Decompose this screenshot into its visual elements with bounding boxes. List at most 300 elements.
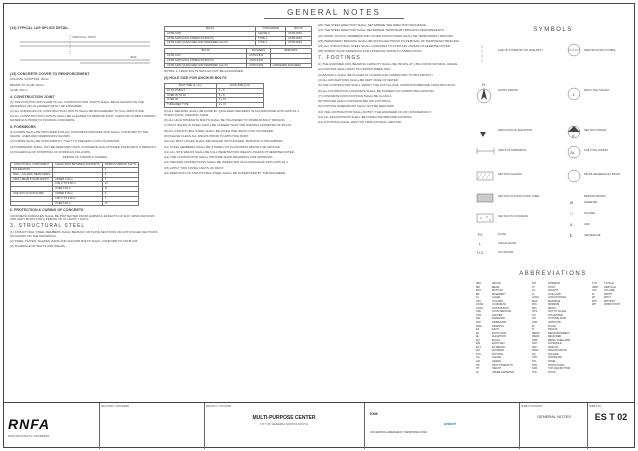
table-cell: ASTM A307 xyxy=(165,53,247,58)
abbreviation-entry: PLATE xyxy=(548,324,556,328)
abbreviations-title: ABBREVIATIONS xyxy=(519,271,587,277)
construction-joint-label: 4. CONSTRUCTION JOINT xyxy=(10,94,55,99)
tb-divider xyxy=(519,403,520,449)
abbreviation-entry: ABV xyxy=(476,282,482,285)
note-paragraph: (9) PLEASE CLEAN ALL WELDS PRIOR TO APPLYING PAINT. xyxy=(164,133,250,138)
notes-column-2 xyxy=(164,24,314,177)
abbreviation-entry: WORK POINT xyxy=(604,303,621,307)
abbreviation-entry: JT xyxy=(532,285,535,289)
note-paragraph: (10) ALL BOLT HOLES SHALL BE DRILLED OR PUNCHED. BURNING IS PROHIBITED. xyxy=(164,139,284,144)
abbreviation-entry: EQ xyxy=(476,338,480,342)
abbreviation-entry: SCHEDULE xyxy=(548,342,562,346)
table-header: MINIMUM PERIOD (DAYS) xyxy=(102,163,139,168)
partner-unicef: unicef xyxy=(444,421,456,426)
abbreviation-entry: ABOVE xyxy=(492,282,501,285)
tb-label: ARCHITECT / ENGINEER xyxy=(101,405,130,408)
note-paragraph: (3) ALL CONSTRUCTION JOINTS SHALL BE CLEANED TO REMOVE DUST, CHIPS OR OTHER FOREIGN MATERIALS PRIOR TO POURING CONCRETE. xyxy=(10,114,156,123)
abbreviation-entry: STEEL xyxy=(548,360,556,364)
and-glyph: & xyxy=(570,222,573,227)
table-cell: d + 8 xyxy=(216,93,263,98)
note-paragraph: (3) FORMWORK SHALL NOT BE REMOVED UNTIL CONCRETE HAS ATTAINED SUFFICIENT STRENGTH. xyxy=(10,144,157,149)
abbreviation-entry: FTG xyxy=(476,352,481,356)
note-paragraph: (9) FOOTING DIMENSIONS SHALL NOT BE REDUCED. xyxy=(318,104,395,109)
note-paragraph: (15) APPLY TWO FINISH COATS OF PAINT. xyxy=(164,165,224,170)
abbreviation-entry: EA xyxy=(476,328,480,332)
note-paragraph: (2) STEEL PLATES, SHAPES, BARS AND ANCHOR BOLTS SHALL CONFORM TO ASTM A36. xyxy=(10,239,139,244)
abbreviation-entry: W xyxy=(592,292,595,296)
cover-item: BEAMS TO SLAB: 25mm xyxy=(10,82,44,87)
abbreviation-entry: ELEVATION xyxy=(492,335,506,339)
abbreviation-entry: CONC xyxy=(476,303,484,307)
symbol-label: SECTION TARGET xyxy=(584,129,607,132)
abbreviation-entry: SQUARE xyxy=(548,352,559,356)
symbol-label: DIAMETER xyxy=(584,201,598,204)
abbreviation-entry: CENTER xyxy=(492,313,503,317)
abbreviation-entry: REQD xyxy=(532,335,540,339)
centerline-glyph: ℄ xyxy=(570,233,573,238)
symbol-label: SECTION IN STRUCTURAL STEEL xyxy=(498,195,540,198)
abbreviation-entry: EXT xyxy=(476,345,481,349)
note-paragraph: (5) THE CONTRACTOR SHALL VERIFY THE ACTUAL SOIL CONDITION BEFORE CONSTRUCTION. xyxy=(318,83,456,88)
note-paragraph: (6) ALL HIGH STRENGTH BOLTS SHALL BE TIGHTENED TO MINIMUM BOLT TENSION. xyxy=(164,118,286,123)
lap-label-vertical: VERTICAL JOINT xyxy=(72,35,97,40)
note-paragraph: (23) PERMANENT BRACING SHALL BE INSTALLED PRIOR TO REMOVAL OF TEMPORARY BRACING. xyxy=(318,38,460,43)
table-row xyxy=(11,201,139,206)
general-notes-title: GENERAL NOTES xyxy=(287,8,381,17)
abbreviation-entry: EQUAL xyxy=(492,338,501,342)
symbol-label: DETAIL REFERENCE TARGET xyxy=(584,173,621,176)
abbreviation-entry: RADIUS xyxy=(548,328,558,332)
abbreviation-entry: CONT xyxy=(476,306,484,310)
abbreviation-entry: SPECIFICATION xyxy=(548,349,567,353)
abbreviation-entry: VOLUME xyxy=(604,289,615,293)
abbreviation-entry: LL xyxy=(532,292,535,296)
note-paragraph: (11) ALL EXCAVATIONS SHALL BE INSPECTED BEFORE POURING. xyxy=(318,115,413,120)
table-cell: HARDENED WASHERS xyxy=(270,63,311,68)
abbreviation-entry: MTL xyxy=(532,306,537,310)
abbreviation-entry: VERT xyxy=(592,285,599,289)
abbreviation-entry: STR xyxy=(532,363,537,367)
abbreviation-entry: GA xyxy=(476,356,480,360)
hole-size-table xyxy=(164,83,264,108)
symbol-label: SECTION IN EARTH xyxy=(498,173,523,176)
abbreviation-entry: BEAM xyxy=(492,285,500,289)
table-cell: OVER 20 TO 30 xyxy=(165,93,217,98)
abbr-col-3-meaning xyxy=(604,282,620,307)
table-cell: ASTM F436 xyxy=(247,58,270,63)
abbreviation-entry: VERTICAL xyxy=(604,285,617,289)
hole-size-label: (4) HOLE SIZE FOR ANCHOR BOLTS xyxy=(164,76,227,81)
abbreviation-entry: TYPICAL xyxy=(604,282,615,285)
note-paragraph: (4) SCHEDULE OF STRIPPING OF FORMS AS FOLLOWS: xyxy=(10,150,91,155)
note-paragraph: (5) ALL WELDING SHALL BE DONE BY QUALIFIED WELDERS IN ACCORDANCE WITH AWS D1.1 STRUCTURAL WELDING CODE. xyxy=(164,108,299,117)
abbreviation-entry: HS xyxy=(476,363,480,367)
symbol-label: MAIN TITLE TARGET xyxy=(584,89,610,92)
abbreviation-entry: NOT TO SCALE xyxy=(548,310,567,314)
abbreviation-entry: OC xyxy=(532,313,536,317)
abbreviation-entry: LONG xyxy=(532,296,540,300)
note-paragraph: (16) ERECTION OF STRUCTURAL STEEL SHALL BE SUPERVISED BY THE ENGINEER. xyxy=(164,171,286,176)
abbreviation-entry: EACH xyxy=(492,328,499,332)
abbreviation-entry: HEIGHT xyxy=(492,367,502,371)
symbol-label: SUB TITLE TARGET xyxy=(584,149,609,152)
table-cell: ASTM A490 (QUENCHED AND TEMPERED ALLOY) xyxy=(165,63,247,68)
note-paragraph: (24) ALL STRUCTURAL STEEL SHALL CONFORM TO ASTM A36 UNLESS OTHERWISE NOTED. xyxy=(318,44,451,49)
abbreviation-entry: REINF xyxy=(532,331,540,335)
table-cell: FOUNDATION xyxy=(11,167,53,172)
abbreviation-entry: THK xyxy=(532,370,537,374)
project-location: CITY OF GENERAL SANTOS SOUTH xyxy=(260,422,308,426)
note-paragraph: (7) CONCRETE FOR FOOTINGS SHALL BE CLASS A. xyxy=(318,93,393,98)
abbreviation-entry: SIM xyxy=(532,345,537,349)
north-arrow-glyph: N xyxy=(482,82,485,87)
notes-column-3 xyxy=(318,24,468,127)
abbreviation-entry: WIDTH xyxy=(604,292,613,296)
sub-title-glyph: 2A xyxy=(570,151,575,155)
abbreviation-entry: INT xyxy=(532,282,537,285)
note-paragraph: CONCRETE SURFACES SHALL BE PROTECTED FROM HARMFUL EFFECTS OF SUN, WIND AND RAIN AND KEPT MOIST FOR A PERIOD OF AT LEAST 7 DAYS. xyxy=(10,213,155,222)
table-cell: d + 10 xyxy=(216,98,263,103)
abbreviation-entry: STD xyxy=(532,356,537,360)
table-cell: ASTM A325 (HIGH STRENGTH BOLTS) xyxy=(165,36,256,41)
symbol-label: LIMITS OF DIMENSION xyxy=(498,149,527,152)
firm-logo xyxy=(8,406,94,446)
logo-subtitle: RNFA ARCHITECTS / ENGINEERS xyxy=(8,435,50,438)
abbr-col-2 xyxy=(532,282,540,374)
note-paragraph: (13) THE CONTRACTOR SHALL PROVIDE SHOP DRAWINGS FOR APPROVAL. xyxy=(164,155,274,160)
abbreviation-entry: JOINT xyxy=(548,285,556,289)
table-cell xyxy=(11,201,53,206)
table-cell: 7 xyxy=(102,177,139,182)
abbreviation-entry: STANDARD xyxy=(548,356,562,360)
abbreviation-entry: DIA xyxy=(476,317,481,321)
symbol-label: INDICATION OF ELEVATION xyxy=(498,129,533,132)
table-cell: UNDER 3.00 m xyxy=(52,177,102,182)
lap-label-40db: 40db xyxy=(130,55,137,60)
abbreviation-entry: MAXIMUM xyxy=(548,299,561,303)
abbreviation-entry: DWG xyxy=(476,324,483,328)
abbreviation-entry: FOOTING xyxy=(492,352,504,356)
notes-column-1 xyxy=(10,24,160,251)
abbreviation-entry: W/ xyxy=(592,296,596,300)
note-paragraph: (25) SUBMIT SHOP DRAWINGS FOR APPROVAL PRIOR TO FABRICATION. xyxy=(318,49,423,54)
table-cell: WALL, COLUMN, BEAM SIDES xyxy=(11,172,53,177)
abbreviation-entry: TOP AND BOTTOM xyxy=(548,367,571,371)
table-cell: ASTM A563 xyxy=(286,41,312,46)
abbreviation-entry: REINF. STEEL BAR xyxy=(548,338,571,342)
table-cell: ONE WAY FLOOR SLABS xyxy=(11,191,53,196)
curing-label: 6. PROTECTION & CURING OF CONCRETE xyxy=(10,208,84,213)
note-paragraph: (1) THE ASSUMED SOIL BEARING CAPACITY SHALL BE 150 kPa AT 1.50m FROM NATURAL GRADE. xyxy=(318,62,459,67)
note-paragraph: (6) ALL FOUNDATION CONCRETE SHALL BE POURED ON COMPACTED GROUND. xyxy=(318,88,435,93)
table-cell: 2 xyxy=(102,167,139,172)
abbreviation-entry: CL xyxy=(476,296,480,300)
note-paragraph: (1) THE POSITION AND FORM OF ALL CONSTRUCTION JOINTS SHALL BE AS SHOWN ON THE DRAWINGS OR AS AGREED WITH THE ENGINEER. xyxy=(10,100,144,108)
note-paragraph: (1) FORMS SHALL BE PROVIDED FOR ALL CONCRETE EXPOSED AND SHALL CONFORM TO THE SHAPE, LINES AND DIMENSIONS SHOWN. xyxy=(10,130,149,139)
table-cell: 21 xyxy=(102,187,139,192)
abbr-col-2-meaning xyxy=(548,282,570,374)
note-paragraph: (3) SCHEDULE OF BOLTS AND WELDS. xyxy=(10,244,66,249)
table-cell: ASTM F844 xyxy=(247,53,270,58)
abbreviation-entry: GRADE xyxy=(492,360,501,364)
table-header: HOLE SIZE (mm) xyxy=(216,83,263,88)
abbreviation-entry: LG xyxy=(532,289,536,293)
abbreviation-entry: MIN xyxy=(532,303,537,307)
abbreviation-entry: COLUMN xyxy=(492,299,503,303)
abbreviation-entry: SQ xyxy=(532,352,536,356)
abbreviation-entry: CLEAR xyxy=(492,296,501,300)
note-paragraph: (12) FOOTINGS SHALL REST ON FIRM NATURAL GROUND. xyxy=(318,120,402,125)
abbreviation-entry: MINIMUM xyxy=(548,303,560,307)
symbol-label: ANGLE SHAPE xyxy=(498,242,517,245)
on-center-glyph: O.C. xyxy=(477,251,485,255)
abbreviation-entry: SCH xyxy=(532,342,538,346)
table-cell: d + 6 xyxy=(216,88,263,93)
abbreviation-entry: EACH FACE xyxy=(492,331,507,335)
table-cell: 4 xyxy=(102,191,139,196)
diameter-glyph: Ø xyxy=(570,200,574,205)
symbol-label: ON CENTER xyxy=(498,251,514,254)
abbreviation-entry: HIGH STRENGTH xyxy=(492,363,513,367)
structural-steel-label: 3. STRUCTURAL STEEL xyxy=(10,223,86,230)
abbreviation-entry: REINFORCEMENT xyxy=(548,331,570,335)
note-paragraph: (7) BOLT HOLES IN STEEL SHALL BE LARGER THAN THE NOMINAL DIAMETER OF BOLTS. xyxy=(164,123,293,128)
note-paragraph: (2) FORMS SHALL BE SUFFICIENTLY TIGHT TO PREVENT LOSS OF MORTAR. xyxy=(10,139,121,144)
abbreviation-entry: LIVE LOAD xyxy=(548,292,561,296)
abbreviation-entry: BASEMENT xyxy=(492,292,506,296)
table-cell: ASTM A490 (QUENCHED AND TEMPERED ALLOY) xyxy=(165,41,256,46)
cover-label: (15) CONCRETE COVER TO REINFORCEMENT xyxy=(10,72,90,77)
tb-label: SHEET NO. xyxy=(589,405,602,408)
note-paragraph: (4) ALL EXCAVATIONS SHALL BE KEPT FREE OF WATER. xyxy=(318,77,399,82)
abbreviation-entry: WITH xyxy=(604,296,611,300)
abbreviation-entry: R xyxy=(532,328,534,332)
table-cell: TYPE 1 xyxy=(256,41,286,46)
abbreviation-entry: WP xyxy=(592,303,597,307)
abbreviation-entry: CONCRETE xyxy=(492,303,507,307)
logo-text: RNFA xyxy=(8,416,51,432)
table-cell: THREADED TYPE xyxy=(165,103,217,108)
abbreviation-entry: OPP xyxy=(532,321,538,325)
table-cell: ASTM A563 xyxy=(286,31,312,36)
table-cell: OVER 30 xyxy=(165,98,217,103)
abbreviation-entry: EXTERIOR xyxy=(492,345,505,349)
table-header: TYPE/GRADE xyxy=(256,27,286,32)
table-cell: ARCH, BEAM & SLAB SOFFIT xyxy=(11,177,53,182)
square-glyph: □ xyxy=(570,211,573,216)
abbreviation-entry: CSK xyxy=(476,310,482,314)
abbreviation-entry: GAUGE xyxy=(492,356,502,360)
note-paragraph: (3) BACKFILL SHALL BE PLACED IN LAYERS AND COMPACTED TO 95% DENSITY. xyxy=(318,72,434,77)
abbreviation-entry: STRUCTURAL xyxy=(548,363,565,367)
abbreviation-entry: EL xyxy=(476,335,480,339)
abbreviation-entry: THICK xyxy=(548,370,556,374)
table-header: BOLT SIZE (d, mm) xyxy=(165,83,217,88)
abbreviation-entry: EF xyxy=(476,331,480,335)
abbreviation-entry: SPEC xyxy=(532,349,539,353)
abbreviation-entry: GR xyxy=(476,360,480,364)
sheet-number: ES T 02 xyxy=(594,412,628,422)
main-title-glyph: 1 xyxy=(572,92,575,97)
abbr-col-1 xyxy=(476,282,483,374)
lap-splice-label: (14) TYPICAL LAP SPLICE DETAIL. xyxy=(10,26,70,30)
symbol-label: LINE OF SYMMETRY OR SIMILARITY xyxy=(498,49,544,52)
table-cell: ASTM A325 (HIGH STRENGTH BOLTS) xyxy=(165,58,247,63)
table-cell: OVER 6.00 m xyxy=(52,201,102,206)
table-cell: 10 xyxy=(102,201,139,206)
symbols-title: SYMBOLS xyxy=(533,27,573,33)
table-cell: OVER 6.00 m xyxy=(52,187,102,192)
formwork-label: 5. FORMWORK xyxy=(10,125,36,130)
abbreviation-entry: FINISHED xyxy=(492,349,504,353)
note-paragraph: (12) ALL SITE WELDS SHALL BE FULL PENETRATION WELDS UNLESS OTHERWISE NOTED. xyxy=(164,149,295,154)
abbreviation-entry: METAL xyxy=(548,306,557,310)
abbr-col-1-meaning xyxy=(492,282,514,374)
title-underline xyxy=(264,18,404,19)
table-cell: 2 xyxy=(102,172,139,177)
abbreviation-entry: VOL xyxy=(592,289,598,293)
table-cell: ASTM F436 xyxy=(247,63,270,68)
abbreviation-entry: REQUIRED xyxy=(548,335,562,339)
abbreviation-entry: DIMENSION xyxy=(492,321,507,325)
tb-divider xyxy=(587,403,588,449)
abbreviation-entry: BM xyxy=(476,285,480,289)
note-paragraph: (14) WELDED CONNECTIONS SHALL BE INSPECTED IN ACCORDANCE WITH AWS D1.1. xyxy=(164,160,289,165)
abbreviation-entry: WITHOUT xyxy=(604,299,616,303)
table-cell: 7 xyxy=(102,196,139,201)
table-cell: 3.00 m TO 6.00 m xyxy=(52,196,102,201)
abbreviation-entry: MAX xyxy=(532,299,538,303)
abbreviation-entry: DRAWING xyxy=(492,324,504,328)
table-cell: GRADE A xyxy=(256,31,286,36)
symbols-legend xyxy=(474,36,632,276)
forms-table xyxy=(10,162,139,206)
abbr-col-3 xyxy=(592,282,599,307)
abbreviation-entry: COUNTERSUNK xyxy=(492,310,512,314)
table-header: BOLTS xyxy=(165,27,256,32)
table-header: CLEAR SPAN BETWEEN SUPPORTS xyxy=(52,163,102,168)
abbreviation-entry: PL xyxy=(532,324,536,328)
note-paragraph: (2) ALL SURFACES OF CONSTRUCTION JOINTS SHALL BE ROUGHENED TO 5mm AMPLITUDE. xyxy=(10,109,145,114)
abbreviation-entry: OD xyxy=(532,317,536,321)
table-note: NOTES: 1. HARD BOLTS SHOULD NOT BE GALVANIZED. xyxy=(164,69,244,74)
abbreviation-entry: LONGITUDINAL xyxy=(548,296,567,300)
table-cell: UNDER 3.00 m xyxy=(52,191,102,196)
abbreviation-entry: TYP xyxy=(592,282,597,285)
note-paragraph: (10) THE CONTRACTOR SHALL NOTIFY THE ENGINEER OF ANY DISCREPANCY. xyxy=(318,109,432,114)
table-cell: 3.00 m TO 6.00 m xyxy=(52,182,102,187)
symbol-label: PLATE xyxy=(498,233,507,236)
symbol-label: IDENTIFICATION SYMBOL xyxy=(584,49,616,52)
partner-cerf: UN CENTRAL EMERGENCY RESPONSE FUND xyxy=(370,431,427,434)
note-paragraph: (8) PROVIDE LEAN CONCRETE BELOW FOOTINGS. xyxy=(318,99,392,104)
table-header: BOLTS xyxy=(165,49,247,54)
abbreviation-entry: CONTINUOUS xyxy=(492,306,509,310)
abbreviation-entry: ID xyxy=(476,370,479,374)
abbreviation-entry: EW xyxy=(476,342,481,346)
note-paragraph: (2) FOOTING SHALL REST ON UNDISTURBED SOIL. xyxy=(318,67,392,72)
table-cell: 14 xyxy=(102,182,139,187)
note-paragraph: (20) THE STEEL ERECTION SHALL DETERMINE THE ERECTION SEQUENCE. xyxy=(318,23,428,27)
abbreviation-entry: EACH WAY xyxy=(492,342,506,346)
abbreviation-entry: HT xyxy=(476,367,480,371)
tb-label: SHEET CONTENTS xyxy=(521,405,543,408)
cover-item: COLUMN / FOOTING: 40mm xyxy=(10,77,50,82)
symbol-label: CENTERLINE xyxy=(584,234,601,237)
abbreviation-entry: CTR xyxy=(476,313,482,317)
lap-splice-detail xyxy=(10,32,160,68)
symbol-label: SECTION IN CONCRETE xyxy=(498,215,529,218)
abbreviation-entry: LENGTH xyxy=(548,289,559,293)
drawing-sheet xyxy=(3,3,635,448)
table-cell: ASTM A325 xyxy=(165,31,256,36)
washers-table xyxy=(164,48,312,68)
abbreviation-entry: OUTSIDE DIAM. xyxy=(548,317,567,321)
table-cell: d + 15 xyxy=(216,103,263,108)
symbol-label: BEARING BEAMS xyxy=(584,195,606,198)
symbol-label: SQUARE xyxy=(584,212,595,215)
forms-table-title: PERIOD OF FORMS & SHORES xyxy=(62,155,108,160)
table-cell: ASTM A563 xyxy=(286,36,312,41)
abbreviation-entry: T&B xyxy=(532,367,537,371)
abbreviation-entry: SIMILAR xyxy=(548,345,559,349)
table-row xyxy=(165,41,312,46)
abbreviation-entry: RSB xyxy=(532,338,538,342)
symbols-panel xyxy=(474,24,632,404)
note-paragraph: (11) STEEL MEMBERS SHALL BE STORED ON PLATFORMS ABOVE THE GROUND. xyxy=(164,144,281,149)
note-paragraph: (22) WORK, ROOFS, MEMBERS AND OTHER STRUCTURES SHALL BE TEMPORARILY BRACED. xyxy=(318,33,454,38)
table-header: REMARKS xyxy=(270,49,311,54)
tb-divider xyxy=(99,403,100,449)
plate-glyph: PL xyxy=(478,232,483,237)
abbreviation-entry: NTS xyxy=(532,310,537,314)
abbreviation-entry: STL xyxy=(532,360,537,364)
table-row xyxy=(165,103,264,108)
bolts-table xyxy=(164,26,312,46)
title-block xyxy=(4,402,634,448)
abbreviation-entry: DIM xyxy=(476,321,481,325)
table-cell: 16 TO 20 BOLT xyxy=(165,88,217,93)
section-target-glyph: A xyxy=(572,134,575,138)
abbreviation-entry: W/O xyxy=(592,299,597,303)
table-header: WASHERS xyxy=(247,49,270,54)
table-row xyxy=(165,63,312,68)
sheet-title: GENERAL NOTES xyxy=(537,414,571,419)
table-cell: TYPE 1 xyxy=(256,36,286,41)
note-paragraph: (8) ALL STRUCTURAL STEEL SHALL BE GIVEN ONE SHOP COAT OF PRIMER. xyxy=(164,128,274,133)
footings-label: 7. FOOTINGS xyxy=(318,55,361,62)
note-paragraph: (1) STRUCTURAL STEEL MEMBERS SHALL BE BUILT UP PLATE SECTIONS OR HOT ROLLED SECTIONS AS SHOWN ON THE DRAWINGS. xyxy=(10,230,158,238)
abbreviation-entry: COL xyxy=(476,299,482,303)
abbreviation-entry: BOTTOM xyxy=(492,289,503,293)
abbreviation-entry: FIN xyxy=(476,349,481,353)
project-name: MULTI-PURPOSE CENTER xyxy=(252,415,316,421)
abbreviation-entry: BOT xyxy=(476,289,482,293)
table-header: STRUCTURAL COMPONENT xyxy=(11,163,53,168)
abbreviation-entry: BR xyxy=(476,292,480,296)
abbreviation-entry: OPPOSITE xyxy=(548,321,561,325)
tb-label: PROJECT / LOCATION xyxy=(206,405,232,408)
project-info xyxy=(209,415,359,426)
tb-divider xyxy=(364,403,365,449)
cover-item: SLAB: 20mm xyxy=(10,87,28,92)
note-paragraph: (21) THE STEEL ERECTOR SHALL DETERMINE TEMPORARY BRACING REQUIREMENTS. xyxy=(318,28,445,33)
symbol-label: AND xyxy=(584,223,590,226)
symbol-label: NORTH ARROW xyxy=(498,89,518,92)
abbreviation-entry: INTERIOR xyxy=(548,282,560,285)
abbreviation-entry: ON CENTER xyxy=(548,313,563,317)
table-header: BOLTS xyxy=(286,27,312,32)
